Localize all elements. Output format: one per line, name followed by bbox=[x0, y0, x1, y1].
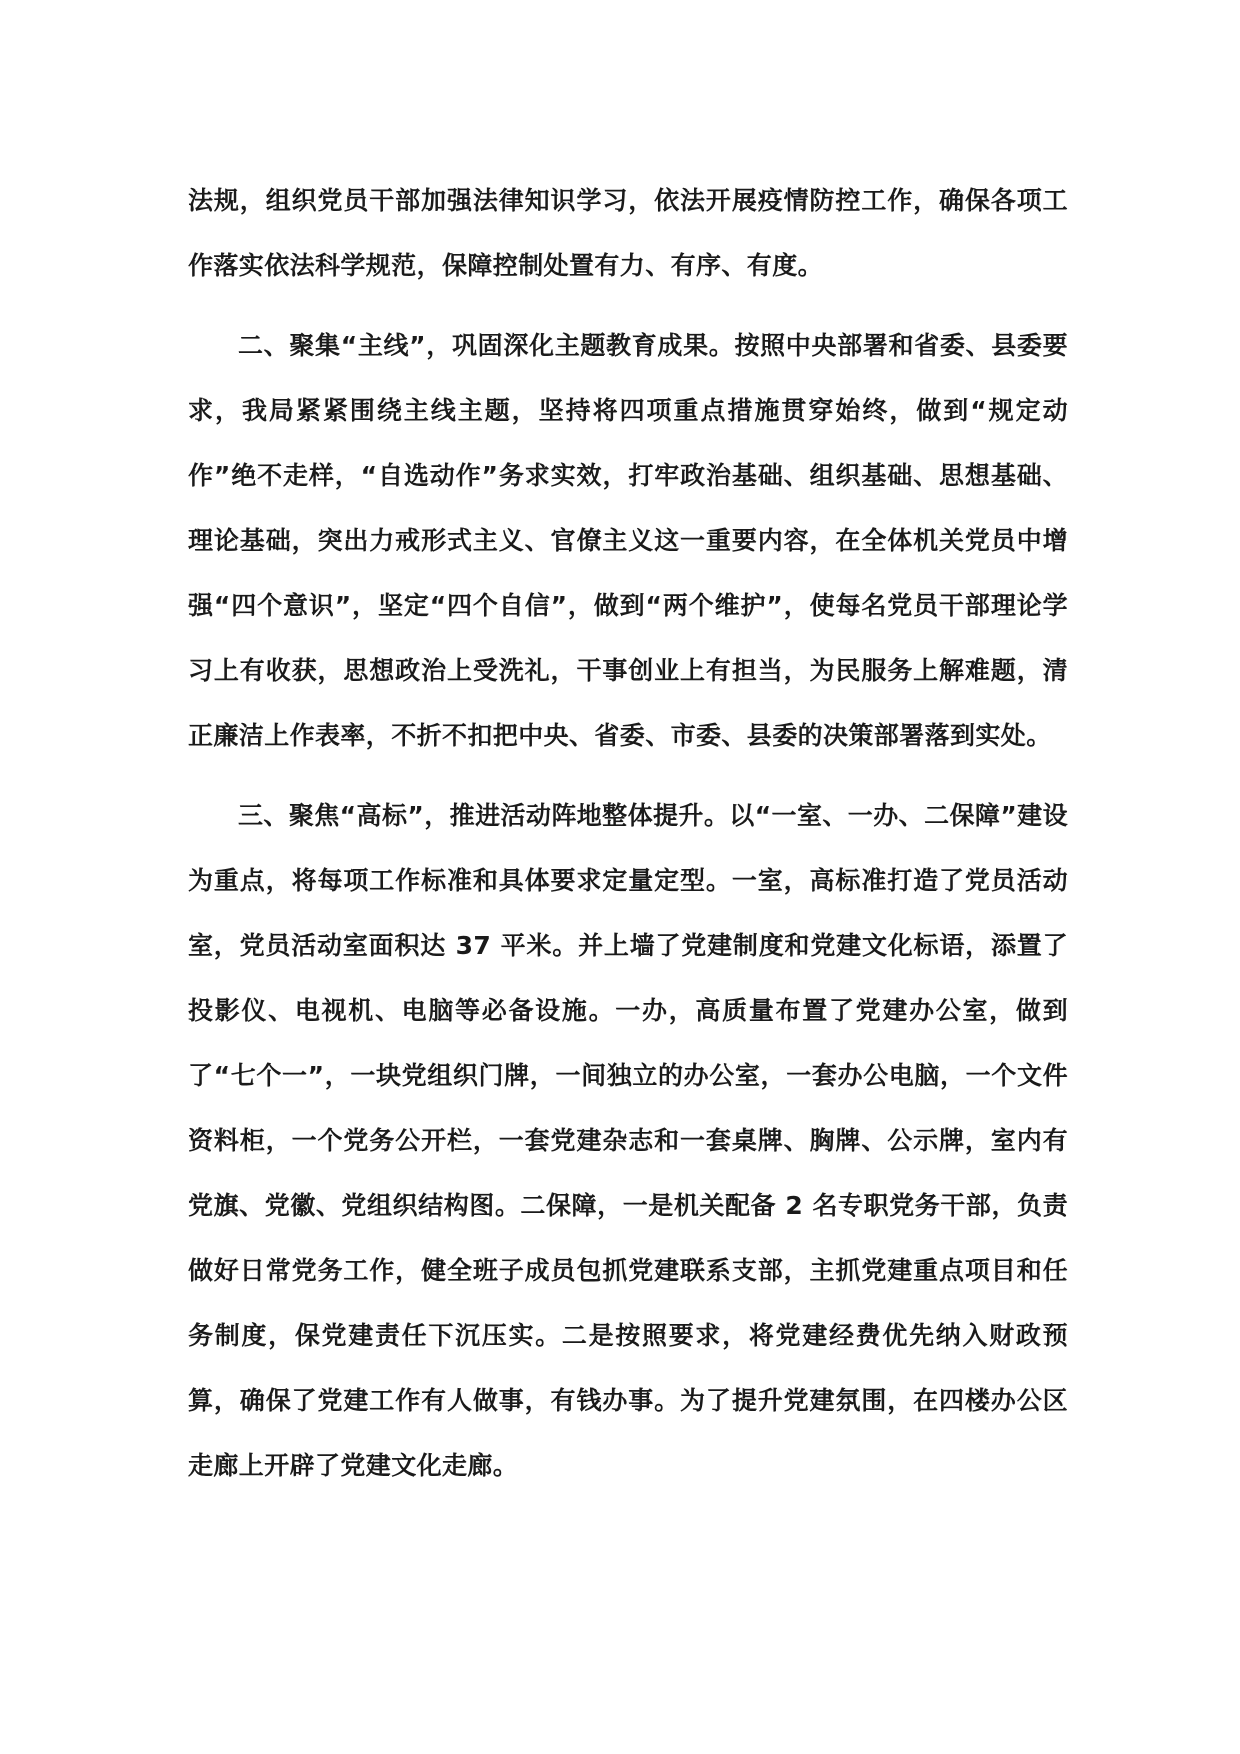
paragraph-continuation bbox=[188, 168, 1068, 298]
paragraph-section-three bbox=[188, 783, 1068, 1498]
paragraph-text: 推进活动阵地整体提升。以“一室、一办、二保障”建设为重点，将每项工作标准和具体要求定量定型。一室，高标准打造了党员活动室，党员活动室面积达 37 平米。并上墙了党建制度和党建文化标语，添置了投影仪、电视机、电脑等必备设施。一办，高质量布置了党建办公室，做到了“七个一”，一块党组织门牌，一间独立的办公室，一套办公电脑，一个文件资料柜，一个党务公开栏，一套党建杂志和一套桌牌、胸牌、公示牌，室内有党旗、党徽、党组织结构图。二保障，一是机关配备 2 名专职党务干部，负责做好日常党务工作，健全班子成员包抓党建联系支部，主抓党建重点项目和任务制度，保党建责任下沉压实。二是按照要求，将党建经费优先纳入财政预算，确保了党建工作有人做事，有钱办事。为了提升党建氛围，在四楼办公区走廊上开辟了党建文化走廊。 bbox=[188, 801, 1068, 1480]
paragraph-text: 巩固深化主题教育成果。按照中央部署和省委、县委要求，我局紧紧围绕主线主题，坚持将四项重点措施贯穿始终，做到“规定动作”绝不走样，“自选动作”务求实效，打牢政治基础、组织基础、思想基础、理论基础，突出力戒形式主义、官僚主义这一重要内容，在全体机关党员中增强“四个意识”，坚定“四个自信”，做到“两个维护”，使每名党员干部理论学习上有收获，思想政治上受洗礼，干事创业上有担当，为民服务上解难题，清正廉洁上作表率，不折不扣把中央、省委、市委、县委的决策部署落到实处。 bbox=[188, 331, 1068, 750]
paragraph-section-two bbox=[188, 313, 1068, 768]
paragraph-text: 法规，组织党员干部加强法律知识学习，依法开展疫情防控工作，确保各项工作落实依法科学规范，保障控制处置有力、有序、有度。 bbox=[188, 186, 1068, 280]
section-heading: 三、聚焦“高标”， bbox=[238, 801, 450, 830]
document-body bbox=[188, 168, 1068, 1498]
section-heading: 二、聚集“主线”， bbox=[238, 331, 452, 360]
